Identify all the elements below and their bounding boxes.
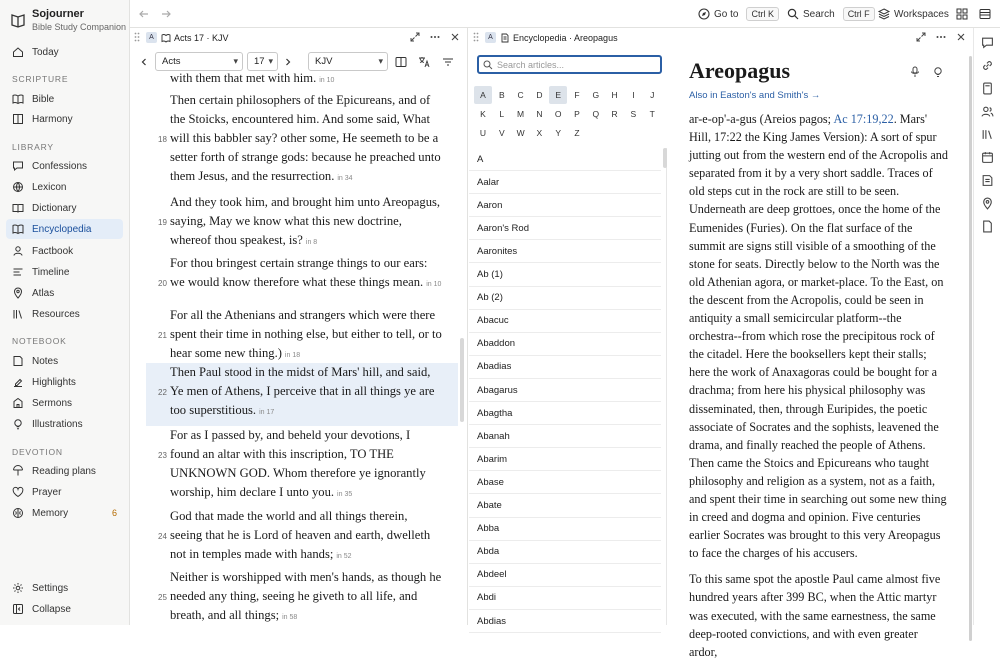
verse[interactable] [170,193,442,252]
verse-number[interactable]: 24 [158,532,167,541]
letter-filter-o[interactable]: O [554,109,562,119]
letter-filter-w[interactable]: W [516,128,525,138]
scripture-ref-link[interactable]: Ac 17:19,22 [833,112,894,126]
sidebar-item-illustrations[interactable] [6,414,123,434]
article-list-item[interactable]: Abate [469,495,661,518]
sidebar-item-timeline[interactable] [6,262,123,282]
section-label: LIBRARY [12,142,54,152]
sidebar-item-bible[interactable] [6,89,123,109]
people-icon[interactable] [981,105,994,118]
section-label: DEVOTION [12,447,63,457]
right-rail [973,28,1000,625]
sidebar-item-highlights[interactable] [6,372,123,392]
search-label: Search [803,8,835,20]
article-list-scrollbar[interactable] [663,148,667,168]
app-logo-icon [10,12,26,28]
calendar-icon [12,465,24,477]
letter-filter-m[interactable]: M [517,109,525,119]
letter-filter-b[interactable]: B [498,90,505,100]
collapse-icon [12,603,24,615]
sidebar-item-label: Notes [32,355,59,367]
search-icon [787,8,799,20]
article-search-placeholder: Search articles... [497,59,565,70]
sidebar-item-label: Memory [32,507,69,519]
sidebar-item-label: Prayer [32,486,62,498]
letter-filter-n[interactable]: N [536,109,543,119]
sidebar-item-label: Bible [32,93,55,105]
verse-text: Neither is worshipped with men's hands, as though he needed any thing, seeing he giveth to all life, and breath, and all things; [170,570,442,622]
verse-text: with them that met with him. [170,71,317,85]
sidebar-item-label: Highlights [32,376,76,388]
letter-filter-j[interactable]: J [650,90,655,100]
bible-pane-header [130,28,468,46]
heart-icon [12,486,24,498]
chapter-select-value: 17 [254,56,265,67]
bible-text [130,71,460,625]
sidebar-item-label: Reading plans [32,465,96,477]
letter-filter-l[interactable]: L [499,109,505,119]
highlight-icon [12,376,24,388]
sidebar-item-label: Harmony [32,113,73,125]
letter-filter-e[interactable]: E [549,86,567,104]
back-button[interactable] [138,5,150,23]
bible-pane-tag: A [146,32,157,43]
sidebar-panel-icon [979,8,991,20]
article-list [469,148,667,625]
article-list-item[interactable]: Abda [469,541,661,564]
sidebar-item-harmony[interactable] [6,109,123,129]
article-list-item[interactable]: Abdeel [469,564,661,587]
article-title: Areopagus [689,58,791,83]
enc-pane-tag: A [485,32,496,43]
goto-shortcut: Ctrl K [746,7,779,21]
letter-filter-t[interactable]: T [649,109,655,119]
goto-label: Go to [714,8,739,20]
sidebar-item-label: Factbook [32,245,74,257]
parallel-view-icon[interactable] [395,56,407,68]
verse-text: For thou bringest certain strange things to our ears: we would know therefore what these things mean. [170,256,428,289]
file-icon[interactable] [981,220,994,233]
letter-filter-p[interactable]: P [574,109,580,119]
enc-pane-header [469,28,973,46]
letter-filter-v[interactable]: V [498,128,505,138]
encyclopedia-pane [469,28,1000,659]
sidebar-item-dictionary[interactable] [6,198,123,218]
forward-button[interactable] [160,5,172,23]
verse-xref[interactable]: in 10 [426,281,442,288]
letter-filter-u[interactable]: U [479,128,487,138]
library-icon[interactable] [981,128,994,141]
verse[interactable] [170,91,442,188]
filter-icon[interactable] [442,56,454,68]
goto-button[interactable] [698,5,779,23]
sidebar-item-today[interactable] [6,42,123,62]
sidebar-item-factbook[interactable] [6,241,123,261]
article-list-item[interactable]: Abagarus [469,379,661,402]
verse-number[interactable]: 20 [158,279,167,288]
letter-filter-s[interactable]: S [630,109,637,119]
notes-icon[interactable] [981,174,994,187]
sidebar-item-label: Settings [32,582,69,594]
article-list-item[interactable]: Abba [469,518,661,541]
verse[interactable] [170,306,442,365]
letter-filter-i[interactable]: I [632,90,635,100]
more-icon[interactable] [936,32,946,42]
lightbulb-icon [12,418,24,430]
count-badge: 6 [111,508,117,518]
sidebar-item-label: Confessions [32,160,88,172]
sidebar-item-label: Encyclopedia [32,223,92,235]
article-text: ar-e-op'-a-gus (Areios pagos; [689,112,834,126]
workspaces-button[interactable] [878,5,949,23]
verse-xref[interactable]: in 10 [319,77,335,84]
sidebar-item-label: Sermons [32,397,73,409]
bookmark-icon[interactable] [981,82,994,95]
search-icon [483,60,493,70]
calendar-icon[interactable] [981,151,994,164]
globe-icon [12,181,24,193]
bible-pane [130,28,468,625]
letter-filter-a[interactable]: A [474,86,492,104]
article-list-item[interactable]: Abdias [469,610,661,633]
more-icon[interactable] [430,32,440,42]
grid-icon [956,8,968,20]
compass-icon [698,8,710,20]
grid-view-button[interactable] [956,5,968,23]
letter-filter-r[interactable]: R [611,109,618,119]
top-bar [130,0,1000,28]
article-list-item[interactable]: Aaron's Rod [469,217,661,240]
article-paragraph [689,110,949,562]
library-icon [12,308,24,320]
letter-filter-k[interactable]: K [480,109,486,119]
article-list-item[interactable]: Abdi [469,587,661,610]
app-subtitle: Bible Study Companion [32,22,127,32]
enc-pane-title: Encyclopedia · Areopagus [513,32,618,43]
columns-icon [12,113,24,125]
verse-xref[interactable]: in 52 [336,553,352,560]
verse[interactable] [170,254,442,294]
timeline-icon [12,266,24,278]
verse-text: Then Paul stood in the midst of Mars' hill, and said, Ye men of Athens, I perceive that in all things ye are too superstitious. [170,365,435,417]
letter-filter-f[interactable]: F [574,90,580,100]
article-list-item[interactable]: Aaronites [469,240,661,263]
link-icon[interactable] [981,59,994,72]
verse-text: For all the Athenians and strangers which were there spent their time in nothing else, but either to tell, or to hear some new thing.) [170,308,442,360]
article-list-item[interactable]: Abarim [469,448,661,471]
book-open-icon [12,202,24,214]
verse[interactable] [170,363,442,422]
sidebar-item-settings[interactable] [6,578,123,598]
book-select-value: Acts [162,56,181,67]
article-list-item[interactable]: Abanah [469,425,661,448]
sidebar-item-prayer[interactable] [6,482,123,502]
letter-filter-c[interactable]: C [517,90,524,100]
search-shortcut: Ctrl F [843,7,875,21]
article-list-item[interactable]: Abaddon [469,333,661,356]
sidebar-item-label: Collapse [32,603,71,615]
verse-xref[interactable]: in 35 [337,491,353,498]
sidebar-item-label: Dictionary [32,202,77,214]
sermon-icon [12,397,24,409]
sidebar-item-label: Illustrations [32,418,83,430]
section-label: SCRIPTURE [12,74,69,84]
sidebar-item-label: Atlas [32,287,55,299]
brand [10,8,126,33]
letter-filter-q[interactable]: Q [592,109,600,119]
verse-number[interactable]: 25 [158,593,167,602]
arrow-left-icon [138,8,150,20]
close-icon[interactable] [450,32,460,42]
verse-number[interactable]: 23 [158,451,167,460]
sidebar-item-label: Today [32,46,59,58]
next-chapter-icon[interactable] [283,57,293,67]
article-paragraph: To this same spot the apostle Paul came almost five hundred years after 399 BC, when the Attic martyr was executed, with the same earnestness, the same deep-rooted convictions, and with even greater ardor, [689,572,941,659]
letter-filter-z[interactable]: Z [574,128,580,138]
verse[interactable] [170,426,442,504]
sidebar-item-confessions[interactable] [6,156,123,176]
drag-handle-icon[interactable] [473,32,479,42]
sidebar-item-label: Lexicon [32,181,67,193]
article-list-item[interactable]: Abacuc [469,310,661,333]
chat-icon [12,160,24,172]
chevron-down-icon: ▾ [268,56,273,66]
section-label: NOTEBOOK [12,336,67,346]
sidebar-item-notes[interactable] [6,351,123,371]
map-pin-icon [12,287,24,299]
brain-icon [12,507,24,519]
verse-number[interactable]: 19 [158,218,167,227]
letter-filter-y[interactable]: Y [555,128,562,138]
verse-text: God that made the world and all things therein, seeing that he is Lord of heaven and earth, dwelleth not in temples made with hands; [170,509,431,561]
layers-icon [878,8,890,20]
chevron-down-icon: ▾ [378,56,383,66]
verse-number[interactable]: 22 [158,388,167,397]
article-list-item[interactable]: Abadias [469,356,661,379]
map-pin-icon[interactable] [981,197,994,210]
lightbulb-icon[interactable] [932,66,944,78]
app-name: Sojourner [32,8,84,20]
verse-xref[interactable]: in 18 [284,352,301,359]
letter-filter-g[interactable]: G [592,90,600,100]
article-list-item[interactable]: A [469,148,661,171]
workspaces-label: Workspaces [894,8,949,20]
article-list-item[interactable]: Abase [469,471,661,494]
verse[interactable] [170,507,442,566]
verse-xref[interactable]: in 34 [337,175,353,182]
sidebar-item-lexicon[interactable] [6,177,123,197]
arrow-right-icon [160,8,172,20]
bible-scrollbar[interactable] [460,338,464,422]
article-list-item[interactable]: Aaron [469,194,661,217]
verse-xref[interactable]: in 17 [259,409,275,416]
version-select-value: KJV [315,56,333,67]
search-button[interactable] [787,5,875,23]
sidebar [0,0,130,625]
letter-filter-x[interactable]: X [536,128,543,138]
verse[interactable] [170,568,442,627]
gear-icon [12,582,24,594]
verse-partial [170,69,442,90]
verse-xref[interactable]: in 58 [282,614,298,621]
expand-icon[interactable] [916,32,926,42]
chevron-down-icon: ▾ [233,56,238,66]
sidebar-item-reading-plans[interactable] [6,461,123,481]
verse-text: For as I passed by, and beheld your devotions, I found an altar with this inscription, TO THE UNKNOWN GOD. Whom therefore ye ignorantly worship, him declare I unto you. [170,428,426,499]
sidebar-item-memory[interactable] [6,503,123,523]
article-list-item[interactable]: Ab (1) [469,264,661,287]
sidebar-item-label: Timeline [32,266,70,278]
article-list-item[interactable]: Aalar [469,171,661,194]
verse-number[interactable]: 18 [158,135,167,144]
verse-text: And they took him, and brought him unto Areopagus, saying, May we know what this new doctrine, whereof thou speakest, is? [170,195,441,247]
sidebar-item-label: Resources [32,308,80,320]
drag-handle-icon[interactable] [134,32,140,42]
verse-xref[interactable]: in 8 [305,239,318,246]
article-text: . Mars' Hill, 17:22 the King James Version): A sort of spur jutting out from the western end of the Acropolis and separated from it by a very short saddle. Traces of old steps cut in the rock are still to be seen. Underneath are deep grottoes, once the home of the Eumenides (Furies). On the flat surface of the summit are signs still visible of a smoothing of the stone for seats. Directly below to the North was the old Athenian agora, or market-place. To the East, on the descent from the Acropolis, could be seen in antiquity a small semicircular platform--the orchestra--from which rose the precipitous rock of the citadel. Here the booksellers kept their stalls; here the work of Anaxagoras could be bought for a drachma; from here his physical philosophy was disseminated, then, through Euripides, the poetic associate of Socrates and the sophists, leavened the drama, and finally reached the people of Athens. Then came the Stoics and Epicureans who taught philosophy and religion as a system, not as a faith, and spent their time in searching out some new thing in creed and dogma and opinion. Five centuries earlier Socrates was brought to this very Areopagus to face the charges of his accusers. [689,112,948,561]
close-icon[interactable] [956,32,966,42]
bible-pane-title: Acts 17 · KJV [174,32,229,43]
article-list-item[interactable]: Abagtha [469,402,661,425]
letter-filter-d[interactable]: D [536,90,543,100]
home-icon [12,46,24,58]
audio-icon[interactable] [909,66,921,78]
expand-icon[interactable] [410,32,420,42]
prev-chapter-icon[interactable] [139,57,149,67]
article-view [669,46,969,659]
verse-number[interactable]: 21 [158,331,167,340]
panel-toggle-button[interactable] [979,5,991,23]
article-list-item[interactable]: Ab (2) [469,287,661,310]
sidebar-item-resources[interactable] [6,304,123,324]
article-body [689,110,949,669]
translate-icon[interactable] [418,56,430,68]
verse-text: Then certain philosophers of the Epicureans, and of the Stoicks, encountered him. And some said, What will this babbler say? other some, He seemeth to be a setter forth of strange gods: because he preached unto them Jesus, and the resurrection. [170,93,441,183]
sidebar-item-encyclopedia[interactable] [6,219,123,239]
person-icon [12,245,24,257]
note-icon [12,355,24,367]
book-icon [161,33,171,43]
article-search-input[interactable] [477,55,662,74]
sidebar-item-sermons[interactable] [6,393,123,413]
book-icon [12,93,24,105]
chat-icon[interactable] [981,36,994,49]
sidebar-item-collapse[interactable] [6,599,123,619]
also-in-link[interactable]: Also in Easton's and Smith's → [689,90,821,101]
book-icon [12,223,24,235]
document-icon [500,33,510,43]
sidebar-item-atlas[interactable] [6,283,123,303]
article-scrollbar[interactable] [969,56,972,641]
letter-filter-h[interactable]: H [611,90,618,100]
